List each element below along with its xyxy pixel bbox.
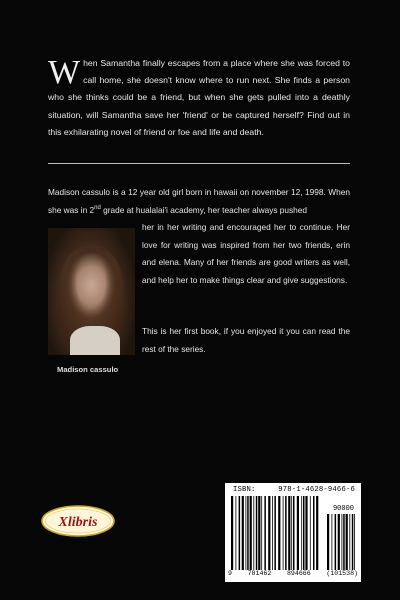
barcode-bar: [352, 514, 354, 570]
barcode-bar: [349, 514, 350, 570]
barcode-bar: [346, 514, 348, 570]
author-bio-intro: [48, 184, 350, 219]
photo-shirt: [70, 326, 120, 355]
barcode-bar: [288, 496, 290, 570]
divider-rule: [48, 163, 350, 164]
author-photo: [48, 228, 135, 355]
barcode-bar: [246, 496, 247, 570]
author-bio-body: her in her writing and encouraged her to continue. Her love for writing was inspired from her two friends, erin and elena. Many of her friends are good writers as well, and help her to make things clear and give suggestions.: [142, 222, 350, 285]
isbn-line: [233, 486, 355, 494]
barcode-bar: [285, 496, 287, 570]
barcode-bar: [268, 496, 270, 570]
barcode-bar: [239, 496, 241, 570]
author-bio-closing: This is her first book, if you enjoyed it you can read the rest of the series.: [142, 326, 350, 354]
drop-cap: W: [48, 54, 81, 91]
isbn-label: ISBN:: [233, 486, 256, 494]
price-code: 90000: [332, 505, 354, 513]
barcode-bar: [305, 496, 307, 570]
isbn-number: 978-1-4628-9466-6: [278, 486, 355, 494]
barcode-digits: [228, 570, 358, 577]
back-cover-blurb: [48, 55, 350, 141]
isbn-barcode: [225, 483, 361, 582]
barcode-bar: [310, 496, 311, 570]
xlibris-logo: [40, 504, 116, 538]
barcode-bar: [256, 496, 257, 570]
barcode-bar: [332, 514, 333, 570]
barcode-bar: [264, 496, 266, 570]
barcode-bar: [293, 496, 295, 570]
barcode-bar: [231, 496, 233, 570]
barcode-digit-group-2: 894666: [286, 570, 311, 577]
blurb-text: hen Samantha finally escapes from a place where she was forced to call home, she doesn't know where to run next. She finds a person who she thinks could be a friend, but when she gets pulled into a deathly situation, will Samantha save her 'friend' or be captured herself? Find out in this exhilarating novel of friend or foe and life and death.: [48, 58, 350, 137]
barcode-bar: [297, 496, 299, 570]
photo-caption: Madison cassulo: [57, 365, 119, 374]
barcode-bar: [291, 496, 292, 570]
barcode-bar: [274, 496, 276, 570]
barcode-digit-lead: 9: [228, 570, 232, 577]
barcode-bar: [301, 496, 302, 570]
barcode-bar: [283, 496, 284, 570]
barcode-bar: [343, 514, 345, 570]
bio-line-2-post: grade at hualalai'i academy, her teacher always pushed: [100, 204, 308, 215]
barcode-bar: [316, 496, 318, 570]
barcode-bar: [327, 514, 329, 570]
barcode-bar: [303, 496, 305, 570]
barcode-bar: [261, 496, 262, 570]
barcode-bar: [242, 496, 244, 570]
barcode-bar: [335, 514, 337, 570]
barcode-bar: [258, 496, 260, 570]
barcode-bar: [354, 514, 355, 570]
barcode-bar: [236, 496, 237, 570]
barcode-digit-group-3: (101538): [326, 570, 358, 577]
logo-text: Xlibris: [58, 515, 98, 530]
bio-line-1: Madison cassulo is a 12 year old girl born in hawaii on november 12, 1998.: [48, 187, 326, 197]
barcode-bar: [278, 496, 280, 570]
barcode-bar: [338, 514, 340, 570]
barcode-bar: [342, 514, 343, 570]
barcode-bar: [253, 496, 254, 570]
barcode-bar: [247, 496, 249, 570]
bio-line-2-pre: When she was in 2: [48, 187, 350, 215]
barcode-bar: [272, 496, 273, 570]
bio-superscript: nd: [94, 204, 101, 211]
barcode-bar: [250, 496, 252, 570]
barcode-bar: [313, 496, 315, 570]
barcode-digit-group-1: 781462: [247, 570, 272, 577]
